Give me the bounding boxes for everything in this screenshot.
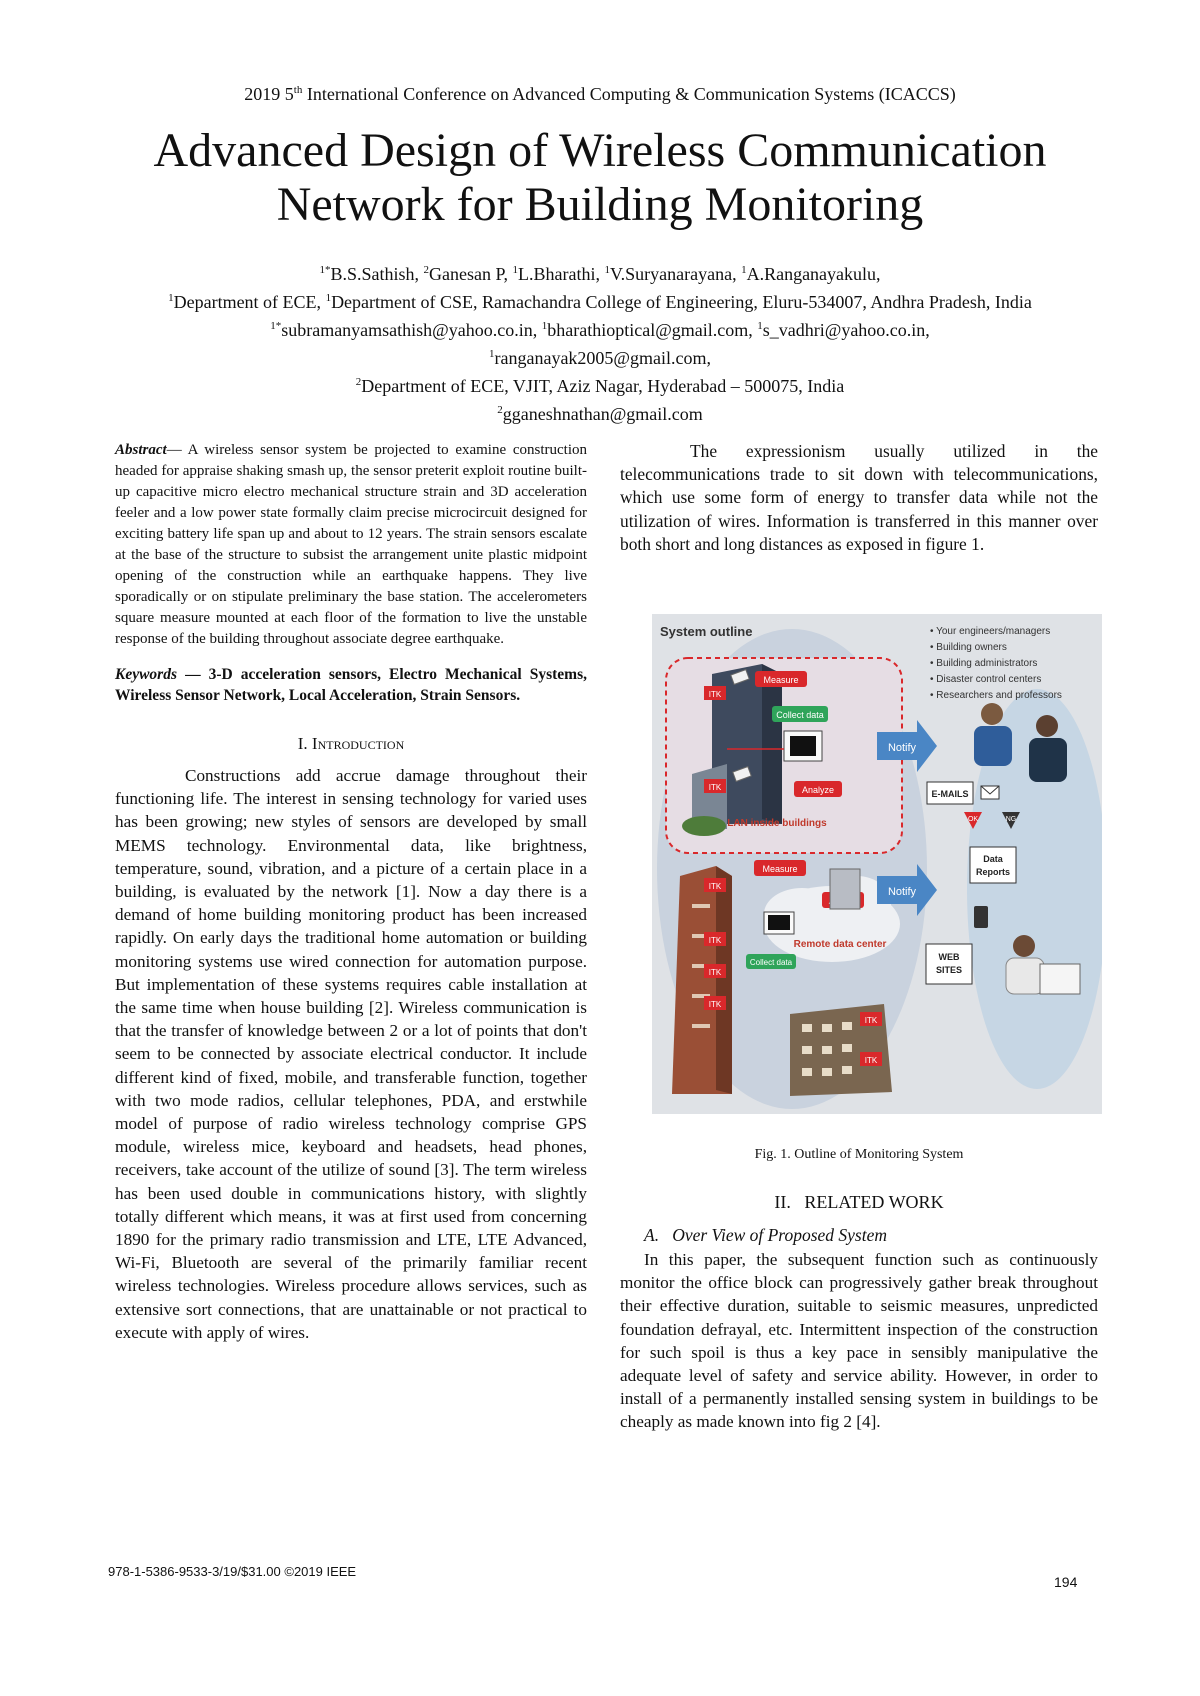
- figure-system-outline: [652, 614, 1102, 1114]
- emails-text: E-MAILS: [931, 789, 969, 799]
- apartment-window: [842, 1066, 852, 1074]
- apartment-window: [822, 1024, 832, 1032]
- person-body-icon: [1006, 958, 1044, 994]
- itk-text: ITK: [708, 690, 722, 699]
- apartment-window: [822, 1068, 832, 1076]
- conference-header: 2019 5th International Conference on Advanced Computing & Communication Systems (ICACCS): [244, 84, 956, 104]
- figure-title: System outline: [660, 624, 753, 639]
- apartment-window: [822, 1046, 832, 1054]
- author-block: [60, 258, 1140, 426]
- related-heading: II. RELATED WORK: [774, 1192, 944, 1212]
- glass-tower-side: [762, 664, 782, 824]
- monitor-icon: [1040, 964, 1080, 994]
- analyze-text: Analyze: [801, 785, 835, 795]
- right-intro-text: The expressionism usually utilized in the telecommunications trade to sit down with telecommunications, which use some form of energy to transfer data while not the utilization of wires. Information is transferred in this manner over both short and long distances as exposed in figure 1.: [620, 441, 1098, 554]
- notify-text: Notify: [887, 742, 917, 754]
- apartment-window: [802, 1046, 812, 1054]
- measure-text: Measure: [763, 675, 799, 685]
- trees-icon: [682, 816, 726, 836]
- title-line-1: Advanced Design of Wireless Communication: [153, 124, 1047, 177]
- email-ranga: $^1$ranganayak2005@gmail.com,: [488, 348, 711, 368]
- web-sites-text: WEB: [938, 952, 960, 962]
- collect-text: Collect data: [776, 710, 824, 720]
- ok-text: OK: [967, 816, 979, 823]
- figure-svg: [652, 614, 1102, 1114]
- related-text: In this paper, the subsequent function such as continuously monitor the office block can progressively gather break throughout their effective duration, suitable to seismic measures, unpredicted foundation defrayal, etc. Intermittent inspection of the construction for such spoil is thus a key pace in sensibly manipulative the adequate level of safety and service ability. However, in order to install of a permanently installed sensing system in buildings to be cheaply as made known into fig 2 [4].: [620, 1250, 1098, 1432]
- page-number: 194: [1054, 1574, 1078, 1590]
- remote-text: Remote data center: [793, 939, 887, 950]
- collect-text: Collect data: [749, 958, 793, 967]
- itk-text: ITK: [708, 968, 722, 977]
- apartment-window: [802, 1024, 812, 1032]
- lan-text: LAN inside buildings: [727, 818, 827, 829]
- measure-text: Measure: [762, 864, 798, 874]
- affiliation-2: $^2$Department of ECE, VJIT, Aziz Nagar, Hyderabad – 500075, India: [355, 376, 845, 396]
- figure-caption: Fig. 1. Outline of Monitoring System: [754, 1147, 964, 1162]
- data-reports-text: Reports: [975, 867, 1011, 877]
- apartment-window: [842, 1022, 852, 1030]
- person-head-icon: [1013, 935, 1035, 957]
- web-sites-box: [926, 944, 972, 984]
- right-column: [620, 440, 1098, 556]
- notify-text: Notify: [887, 886, 917, 898]
- author-names: $^{1*}$B.S.Sathish, $^2$Ganesan P, $^1$L.Bharathi, $^1$V.Suryanarayana, $^1$A.Ranganayakulu,: [319, 264, 881, 284]
- subsection-heading: A. Over View of Proposed System: [644, 1225, 888, 1245]
- apartment-window: [802, 1068, 812, 1076]
- tower-window: [692, 1024, 710, 1028]
- paper-title: [60, 124, 1140, 232]
- data-reports-text: Data: [983, 854, 1003, 864]
- intro-heading: I. Introduction: [297, 734, 405, 753]
- audience-item: • Researchers and professors: [930, 690, 1062, 701]
- email-2: $^2$gganeshnathan@gmail.com: [497, 404, 703, 424]
- itk-text: ITK: [708, 936, 722, 945]
- intro-text: Constructions add accrue damage throughout their functioning life. The interest in sensing technology for varied uses has been growing; new styles of sensors are developed by small MEMS technology. Environmental data, like brightness, temperature, sound, vibration, and a picture of a certain place in a building, is evaluated by the network [1]. Now a day there is a demand of home building monitoring product has been increased rapidly. On early days the traditional home automation or building monitoring systems use wired connection for automation purpose. But implementation of these systems requires cable installation at the same time when house building [2]. Wireless communication is that the transfer of knowledge between 2 or a lot of points that don't seem to be connected by associate electrical conductor. It include different kind of fixed, mobile, and transferable function, together with two mode radios, cellular telephones, PDA, and erstwhile model of purpose of radio wireless technology comprise GPS module, wireless mice, keyboard and headsets, head phones, receivers, take account of the utilize of sound [3]. The term wireless has been used double in communications history, with slightly totally different which means, it was at first used from concerning 1890 for the primary radio transmission and LTE, LTE Advanced, Wi-Fi, Bluetooth are several of the primarily familiar recent wireless technologies. Wireless procedure allows services, such as extensive sort connections, that are unattainable or not practical to execute with apply of wires.: [115, 766, 587, 1342]
- person-body-icon: [974, 726, 1012, 766]
- tower-window: [692, 904, 710, 908]
- person-head-icon: [981, 703, 1003, 725]
- itk-text: ITK: [708, 783, 722, 792]
- affiliation-1: $^1$Department of ECE, $^1$Department of CSE, Ramachandra College of Engineering, Eluru-534007, Andhra Pradesh, India: [168, 292, 1032, 312]
- person-head-icon: [1036, 715, 1058, 737]
- brick-tower-side: [716, 866, 732, 1094]
- itk-text: ITK: [864, 1056, 878, 1065]
- footer-copyright: 978-1-5386-9533-3/19/$31.00 ©2019 IEEE: [108, 1564, 357, 1579]
- person-body-icon: [1029, 738, 1067, 782]
- audience-item: • Your engineers/managers: [930, 626, 1051, 637]
- audience-item: • Building administrators: [930, 658, 1038, 669]
- web-sites-text: SITES: [935, 965, 963, 975]
- keywords: Keywords — 3-D acceleration sensors, Electro Mechanical Systems, Wireless Sensor Network, Local Acceleration, Strain Sensors.: [115, 666, 587, 704]
- related-work-section: [620, 1192, 1098, 1434]
- computer-screen: [790, 736, 816, 756]
- emails-1: $^{1*}$subramanyamsathish@yahoo.co.in, $^1$bharathioptical@gmail.com, $^1$s_vadhri@yahoo.co.in,: [270, 320, 930, 340]
- apartment-window: [842, 1044, 852, 1052]
- server-icon: [830, 869, 860, 909]
- computer-screen: [768, 915, 790, 930]
- left-column: [115, 440, 587, 1344]
- itk-text: ITK: [708, 1000, 722, 1009]
- data-reports-box: [970, 847, 1016, 883]
- ng-text: NG: [1005, 816, 1017, 823]
- title-line-2: Network for Building Monitoring: [276, 178, 924, 231]
- itk-text: ITK: [864, 1016, 878, 1025]
- audience-item: • Disaster control centers: [930, 674, 1042, 685]
- phone-icon: [974, 906, 988, 928]
- abstract: Abstract— A wireless sensor system be projected to examine construction headed for appraise shaking smash up, the sensor preterit exploit routine built-up capacitive micro electro mechanical structure strain and 3D acceleration feeler and a low power state formally claim precise microcircuit designed for exciting battery life span up and about to 12 years. The strain sensors escalate at the base of the structure to subsist the arrangement unite plastic midpoint opening of the construction while an earthquake happens. They live sporadically or on stipulate preliminary the base station. The accelerometers square measure mounted at each floor of the formation to live the unstable response of the building throughout associate degree earthquake.: [115, 442, 587, 647]
- itk-text: ITK: [708, 882, 722, 891]
- audience-item: • Building owners: [930, 642, 1007, 653]
